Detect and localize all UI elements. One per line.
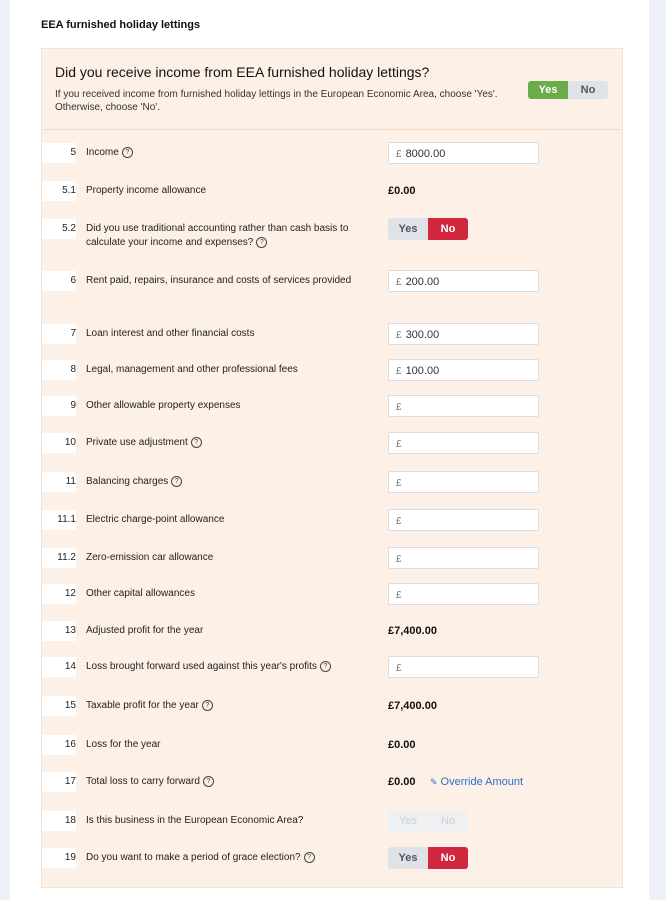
computed-value: £7,400.00	[388, 700, 437, 712]
currency-symbol: £	[396, 149, 402, 160]
amount-input[interactable]	[388, 323, 539, 345]
currency-symbol: £	[396, 663, 402, 674]
box-number: 15	[42, 696, 76, 716]
yes-button[interactable]: Yes	[388, 218, 428, 240]
field-label	[86, 699, 376, 713]
box-number: 14	[42, 657, 76, 677]
yes-no-toggle	[388, 810, 468, 832]
field-label	[86, 222, 376, 250]
field-label	[86, 587, 376, 601]
field-label-text: Loss for the year	[86, 739, 161, 750]
field-label-text: Is this business in the European Economic Area?	[86, 815, 304, 826]
field-label-text: Did you use traditional accounting rather than cash basis to calculate your income and expenses?	[86, 223, 349, 248]
currency-symbol: £	[396, 277, 402, 288]
box-number: 9	[42, 396, 76, 416]
amount-input[interactable]	[388, 656, 539, 678]
help-icon[interactable]: ?	[191, 437, 202, 448]
field-label-text: Rent paid, repairs, insurance and costs of services provided	[86, 275, 352, 286]
no-button[interactable]: No	[428, 847, 468, 869]
computed-value: £0.00	[388, 776, 416, 788]
amount-input[interactable]	[388, 142, 539, 164]
yes-no-toggle	[388, 218, 468, 240]
box-number: 5.1	[42, 181, 76, 201]
help-icon[interactable]: ?	[202, 700, 213, 711]
currency-symbol: £	[396, 439, 402, 450]
eea-fhl-panel	[41, 48, 623, 888]
field-label	[86, 775, 376, 789]
box-number: 5	[42, 143, 76, 163]
field-label	[86, 660, 376, 674]
currency-symbol: £	[396, 478, 402, 489]
box-number: 8	[42, 360, 76, 380]
amount-input[interactable]	[388, 547, 539, 569]
amount-input[interactable]	[388, 432, 539, 454]
currency-symbol: £	[396, 330, 402, 341]
field-label-text: Adjusted profit for the year	[86, 625, 204, 636]
help-icon[interactable]: ?	[122, 147, 133, 158]
question-header	[42, 49, 622, 130]
yes-button: Yes	[388, 810, 428, 832]
yes-no-toggle	[388, 847, 468, 869]
form-card	[10, 0, 649, 900]
currency-symbol: £	[396, 590, 402, 601]
amount-input[interactable]	[388, 359, 539, 381]
amount-value: 200.00	[405, 276, 440, 288]
computed-value: £7,400.00	[388, 625, 437, 637]
amount-input[interactable]	[388, 395, 539, 417]
help-icon[interactable]: ?	[171, 476, 182, 487]
box-number: 7	[42, 324, 76, 344]
field-label-text: Balancing charges	[86, 476, 169, 487]
field-label	[86, 436, 376, 450]
box-number: 11	[42, 472, 76, 492]
question-title: Did you receive income from EEA furnished holiday lettings?	[55, 64, 430, 80]
field-label-text: Do you want to make a period of grace election?	[86, 852, 301, 863]
question-subtitle: If you received income from furnished holiday lettings in the European Economic Area, choose 'Yes'. Otherwise, choose 'No'.	[55, 89, 498, 113]
computed-value: £0.00	[388, 185, 416, 197]
field-label-text: Loan interest and other financial costs	[86, 328, 255, 339]
field-label	[86, 738, 376, 752]
box-number: 11.2	[42, 548, 76, 568]
field-label-text: Income	[86, 147, 119, 158]
field-label	[86, 475, 376, 489]
no-button[interactable]: No	[568, 81, 608, 99]
field-label-text: Other allowable property expenses	[86, 400, 241, 411]
box-number: 16	[42, 735, 76, 755]
amount-input[interactable]	[388, 270, 539, 292]
pencil-icon: ✎	[430, 777, 438, 787]
amount-value: 300.00	[405, 329, 440, 341]
field-label-text: Total loss to carry forward	[86, 776, 200, 787]
section-title: EEA furnished holiday lettings	[41, 19, 201, 31]
field-label-text: Loss brought forward used against this year's profits	[86, 661, 317, 672]
amount-input[interactable]	[388, 583, 539, 605]
box-number: 6	[42, 271, 76, 291]
currency-symbol: £	[396, 554, 402, 565]
amount-value: 8000.00	[405, 148, 446, 160]
field-label	[86, 146, 376, 160]
currency-symbol: £	[396, 366, 402, 377]
box-number: 18	[42, 811, 76, 831]
field-label	[86, 274, 376, 288]
amount-value: 100.00	[405, 365, 440, 377]
field-label	[86, 184, 376, 198]
field-label	[86, 327, 376, 341]
field-label-text: Taxable profit for the year	[86, 700, 199, 711]
override-amount-link[interactable]	[430, 776, 523, 788]
field-label-text: Private use adjustment	[86, 437, 188, 448]
field-label-text: Zero-emission car allowance	[86, 552, 214, 563]
field-label	[86, 624, 376, 638]
currency-symbol: £	[396, 402, 402, 413]
box-number: 12	[42, 584, 76, 604]
income-received-toggle	[528, 81, 608, 99]
field-label-text: Electric charge-point allowance	[86, 514, 225, 525]
box-number: 19	[42, 848, 76, 868]
currency-symbol: £	[396, 516, 402, 527]
field-label-text: Other capital allowances	[86, 588, 195, 599]
amount-input[interactable]	[388, 509, 539, 531]
box-number: 13	[42, 621, 76, 641]
no-button: No	[428, 810, 468, 832]
yes-button[interactable]: Yes	[528, 81, 568, 99]
computed-value: £0.00	[388, 739, 416, 751]
amount-input[interactable]	[388, 471, 539, 493]
box-number: 10	[42, 433, 76, 453]
field-label	[86, 551, 376, 565]
box-number: 11.1	[42, 510, 76, 530]
help-icon[interactable]: ?	[203, 776, 214, 787]
help-icon[interactable]: ?	[256, 237, 267, 248]
field-label-text: Legal, management and other professional fees	[86, 364, 298, 375]
box-number: 17	[42, 772, 76, 792]
field-label	[86, 363, 376, 377]
no-button[interactable]: No	[428, 218, 468, 240]
field-label	[86, 851, 376, 865]
field-label-text: Property income allowance	[86, 185, 207, 196]
field-label	[86, 814, 376, 828]
yes-button[interactable]: Yes	[388, 847, 428, 869]
help-icon[interactable]: ?	[304, 852, 315, 863]
field-label	[86, 399, 376, 413]
field-label	[86, 513, 376, 527]
override-amount-label: Override Amount	[440, 776, 524, 788]
help-icon[interactable]: ?	[320, 661, 331, 672]
box-number: 5.2	[42, 219, 76, 239]
